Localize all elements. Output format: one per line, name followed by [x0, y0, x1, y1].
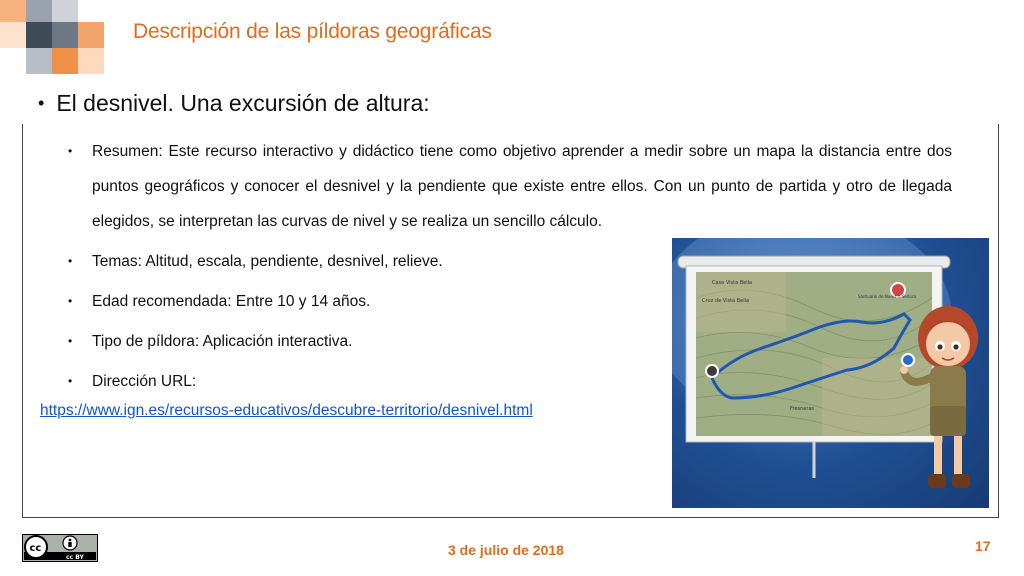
- list-item-text: Dirección URL:: [92, 373, 197, 390]
- bullet-dot: •: [68, 374, 73, 388]
- page-number: 17: [975, 538, 991, 554]
- map-label: Santuario de Nuestra Señora: [858, 294, 916, 299]
- bullet-dot: •: [68, 254, 73, 268]
- cc-by-icon: [22, 534, 98, 562]
- bullet-dot: •: [68, 144, 73, 158]
- cc-license-badge: [22, 534, 98, 562]
- list-item: [68, 324, 648, 359]
- bullet-dot: •: [68, 294, 73, 308]
- main-bullet-text: El desnivel. Una excursión de altura:: [56, 90, 430, 116]
- footer-date: 3 de julio de 2018: [448, 542, 564, 558]
- bullet-dot: •: [68, 334, 73, 348]
- decorative-logo-blocks: [0, 0, 110, 78]
- map-illustration: [672, 238, 989, 508]
- map-label: Cruz de Vista Bella: [702, 298, 750, 304]
- list-item-text: Temas: Altitud, escala, pendiente, desnivel, relieve.: [92, 253, 443, 270]
- license-text: cc BY: [66, 554, 84, 561]
- map-label: Fresneras: [790, 406, 815, 412]
- resource-url-link[interactable]: https://www.ign.es/recursos-educativos/descubre-territorio/desnivel.html: [40, 402, 533, 419]
- bullet-dot: •: [38, 93, 45, 113]
- svg-text:cc: cc: [29, 543, 42, 554]
- list-item: [68, 364, 648, 399]
- list-item: [68, 244, 648, 279]
- page-title: Descripción de las píldoras geográficas: [133, 20, 492, 43]
- list-item-text: Edad recomendada: Entre 10 y 14 años.: [92, 293, 371, 310]
- list-item-text: Resumen: Este recurso interactivo y didáctico tiene como objetivo aprender a medir sobre un mapa la distancia entre dos puntos geográficos y conocer el desnivel y la pendiente que existe entre ellos. Con un punto de partida y otro de llegada elegidos, se interpretan las curvas de nivel y se realiza un sencillo cálculo.: [92, 143, 952, 230]
- map-illustration-svg: [672, 238, 989, 508]
- main-bullet: [38, 90, 430, 117]
- map-label: Casa Vista Bella: [712, 280, 753, 286]
- list-item: [68, 134, 952, 239]
- list-item-text: Tipo de píldora: Aplicación interactiva.: [92, 333, 353, 350]
- list-item: [68, 284, 648, 319]
